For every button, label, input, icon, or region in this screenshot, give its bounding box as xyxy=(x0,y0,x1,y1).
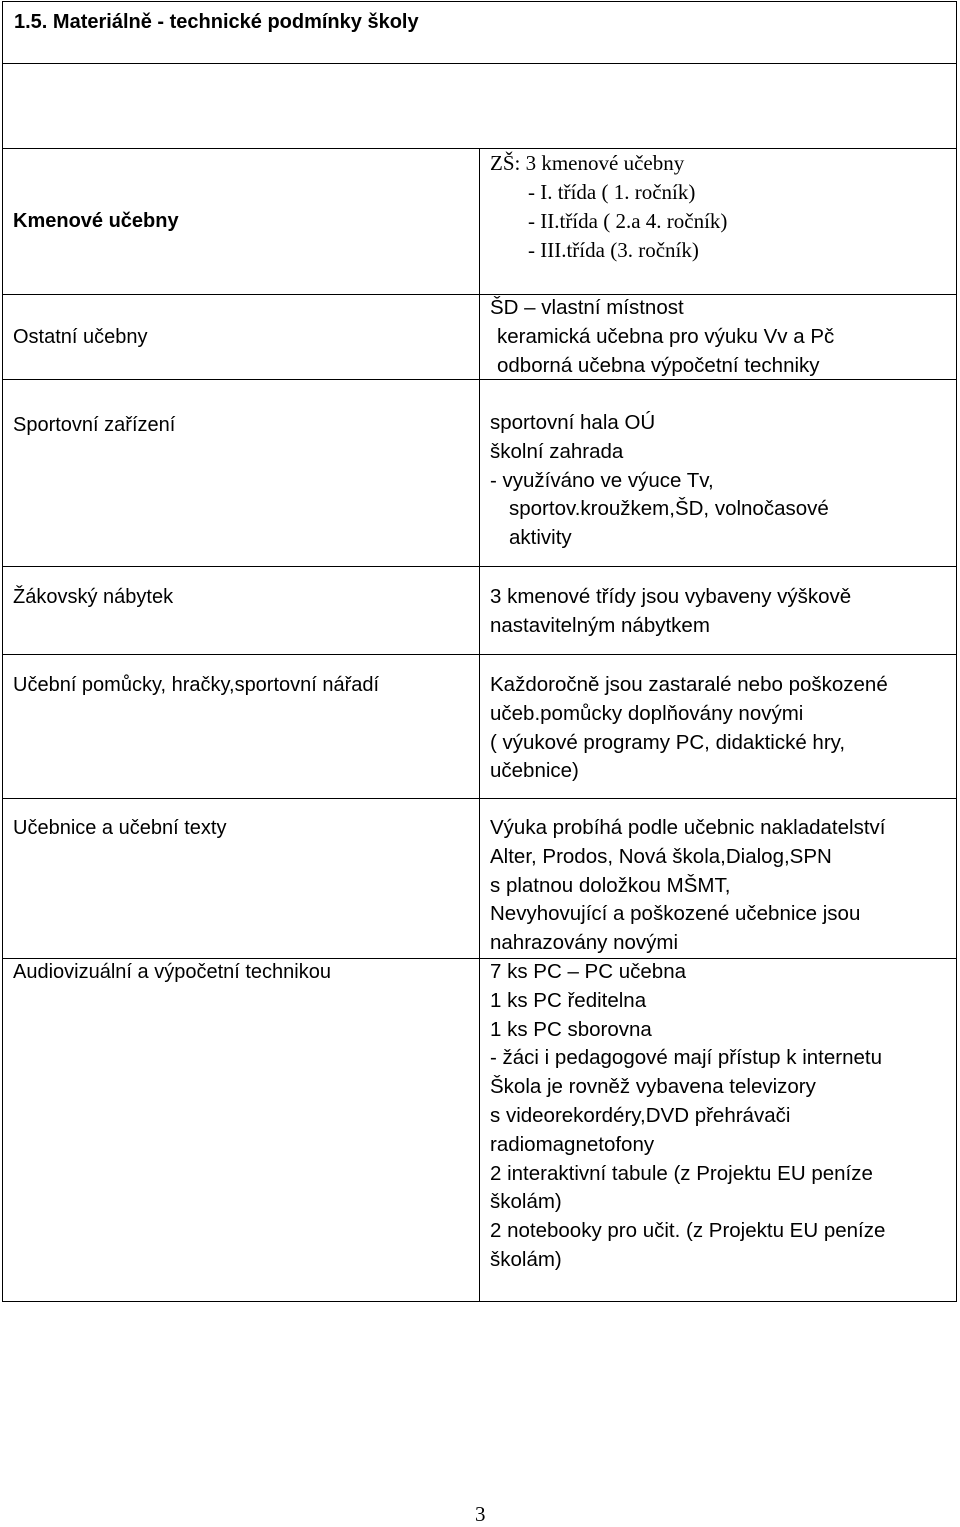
content-line: aktivity xyxy=(509,526,572,550)
row-divider xyxy=(2,654,957,655)
content-line: s platnou doložkou MŠMT, xyxy=(490,873,731,897)
content-line: - II.třída ( 2.a 4. ročník) xyxy=(528,209,728,233)
row-label-ucebnice: Učebnice a učební texty xyxy=(13,817,227,839)
row-label-audiovizualni: Audiovizuální a výpočetní technikou xyxy=(13,961,331,983)
table-border-top xyxy=(2,1,957,2)
row-label-zakovsky-nabytek: Žákovský nábytek xyxy=(13,586,174,608)
content-line: - využíváno ve výuce Tv, xyxy=(490,468,714,492)
content-line: 1 ks PC ředitelna xyxy=(490,988,647,1012)
content-line: Alter, Prodos, Nová škola,Dialog,SPN xyxy=(490,844,832,868)
section-title: 1.5. Materiálně - technické podmínky školy xyxy=(14,11,419,33)
row-label-kmenove-ucebny: Kmenové učebny xyxy=(13,210,179,232)
content-line: školám) xyxy=(490,1247,562,1271)
row-content-audiovizualni xyxy=(490,958,885,1275)
content-line: odborná učebna výpočetní techniky xyxy=(497,353,820,377)
row-label-ucebni-pomucky: Učební pomůcky, hračky,sportovní nářadí xyxy=(13,674,380,696)
content-line: školní zahrada xyxy=(490,439,624,463)
row-divider xyxy=(2,566,957,567)
content-line: - III.třída (3. ročník) xyxy=(528,238,699,262)
content-line: - žáci i pedagogové mají přístup k internetu xyxy=(490,1046,882,1070)
content-line: nastavitelným nábytkem xyxy=(490,613,710,637)
column-divider xyxy=(479,148,480,1302)
content-line: 3 kmenové třídy jsou vybaveny výškově xyxy=(490,585,852,608)
content-line: nahrazovány novými xyxy=(490,931,679,955)
row-label-sportovni-zarizeni: Sportovní zařízení xyxy=(13,414,176,436)
row-content-ucebnice xyxy=(490,814,885,958)
content-line: učeb.pomůcky doplňovány novými xyxy=(490,701,804,725)
row-divider xyxy=(2,798,957,799)
title-row-divider xyxy=(2,63,957,64)
content-line: učebnice) xyxy=(490,759,579,783)
content-line: 2 notebooky pro učit. (z Projektu EU peníze xyxy=(490,1219,886,1243)
row-content-kmenove-ucebny xyxy=(490,149,727,265)
content-line: 7 ks PC – PC učebna xyxy=(490,960,686,983)
content-line: 1 ks PC sborovna xyxy=(490,1017,652,1041)
content-line: 2 interaktivní tabule (z Projektu EU peníze xyxy=(490,1161,873,1185)
content-line: sportov.kroužkem,ŠD, volnočasové xyxy=(509,497,829,521)
content-line: ( výukové programy PC, didaktické hry, xyxy=(490,730,846,754)
content-line: ZŠ: 3 kmenové učebny xyxy=(490,151,685,175)
table-border-right xyxy=(956,1,957,1302)
content-line: Výuka probíhá podle učebnic nakladatelství xyxy=(490,816,886,839)
row-content-ucebni-pomucky xyxy=(490,671,888,786)
content-line: - I. třída ( 1. ročník) xyxy=(528,180,696,204)
content-line: keramická učebna pro výuku Vv a Pč xyxy=(497,324,835,348)
content-line: sportovní hala OÚ xyxy=(490,411,656,434)
table-border-left xyxy=(2,1,3,1302)
row-label-ostatni-ucebny: Ostatní učebny xyxy=(13,326,148,348)
content-line: s videorekordéry,DVD přehrávači xyxy=(490,1103,791,1127)
row-content-ostatni-ucebny xyxy=(490,294,834,380)
content-line: školám) xyxy=(490,1190,562,1214)
row-content-zakovsky-nabytek xyxy=(490,583,851,641)
row-content-sportovni-zarizeni xyxy=(490,409,829,553)
content-line: radiomagnetofony xyxy=(490,1132,655,1156)
content-line: Škola je rovněž vybavena televizory xyxy=(490,1075,816,1099)
content-line: Nevyhovující a poškozené učebnice jsou xyxy=(490,902,861,926)
content-line: ŠD – vlastní místnost xyxy=(490,296,684,319)
page-number: 3 xyxy=(475,1502,486,1526)
content-line: Každoročně jsou zastaralé nebo poškozené xyxy=(490,673,888,696)
